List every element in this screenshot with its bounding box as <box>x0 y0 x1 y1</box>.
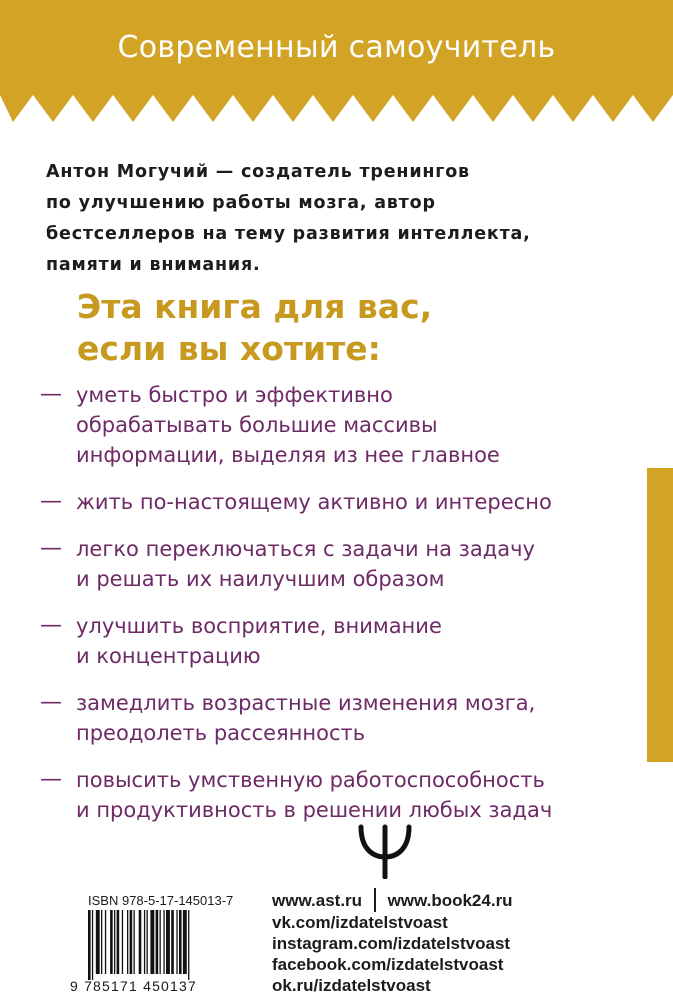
dash-bullet: — <box>40 767 62 792</box>
dash-bullet: — <box>40 536 62 561</box>
barcode-bar <box>88 910 91 980</box>
dash-bullet: — <box>40 690 62 715</box>
barcode-bar <box>163 910 164 974</box>
author-bio-line: по улучшению работы мозга, автор <box>46 193 436 213</box>
benefit-list <box>40 380 640 842</box>
link-divider <box>374 888 376 912</box>
benefit-item <box>40 380 640 470</box>
dash-bullet: — <box>40 382 62 407</box>
benefit-line: повысить умственную работоспособность <box>76 768 545 792</box>
series-banner <box>0 0 673 125</box>
author-bio-line: памяти и внимания. <box>46 255 261 275</box>
barcode-bar <box>130 910 133 974</box>
barcode-bar <box>150 910 154 974</box>
headline <box>77 286 432 370</box>
barcode-bar <box>96 910 100 974</box>
barcode-bar <box>114 910 115 974</box>
benefit-line: легко переключаться с задачи на задачу <box>76 537 535 561</box>
benefit-line: обрабатывать большие массивы <box>76 413 438 437</box>
barcode-digits: 9 785171 450137 <box>70 978 197 994</box>
dash-bullet: — <box>40 613 62 638</box>
benefit-line: уметь быстро и эффективно <box>76 383 393 407</box>
barcode-bar <box>166 910 170 974</box>
publisher-links <box>272 888 513 996</box>
barcode-bar <box>127 910 128 974</box>
benefit-item <box>40 765 640 825</box>
psi-logo-icon <box>355 823 415 883</box>
barcode-icon <box>88 910 238 980</box>
series-title: Современный самоучитель <box>117 30 556 65</box>
benefit-line: информации, выделяя из нее главное <box>76 443 500 467</box>
link-vk[interactable]: vk.com/izdatelstvoast <box>272 913 448 932</box>
link-book24[interactable]: www.book24.ru <box>387 890 513 910</box>
barcode-bar <box>176 910 177 974</box>
author-bio-line: бестселлеров на тему развития интеллекта, <box>46 224 531 244</box>
link-facebook[interactable]: facebook.com/izdatelstvoast <box>272 955 504 974</box>
barcode-bar <box>92 910 93 980</box>
author-bio-line: Антон Могучий — создатель тренингов <box>46 162 470 182</box>
link-instagram[interactable]: instagram.com/izdatelstvoast <box>272 934 511 953</box>
isbn-label: ISBN 978-5-17-145013-7 <box>88 893 234 908</box>
barcode-bar <box>117 910 120 974</box>
benefit-line: и решать их наилучшим образом <box>76 567 445 591</box>
barcode-bar <box>139 910 142 974</box>
headline-line: Эта книга для вас, <box>77 287 433 326</box>
barcode-bar <box>160 910 161 974</box>
benefit-item <box>40 611 640 671</box>
barcode-bar <box>183 910 187 974</box>
barcode-bar <box>188 910 189 980</box>
benefit-line: улучшить восприятие, внимание <box>76 614 442 638</box>
barcode-bar <box>110 910 113 974</box>
barcode-bar <box>147 910 148 974</box>
benefit-item <box>40 688 640 748</box>
primary-links-row <box>272 888 513 912</box>
side-accent-bar <box>647 468 673 762</box>
author-bio <box>46 157 626 281</box>
benefit-line: замедлить возрастные изменения мозга, <box>76 691 536 715</box>
benefit-item <box>40 487 640 517</box>
barcode-bar <box>134 910 135 974</box>
barcode-bar <box>171 910 174 974</box>
benefit-line: жить по-настоящему активно и интересно <box>76 490 552 514</box>
barcode-bar <box>156 910 159 974</box>
dash-bullet: — <box>40 489 62 514</box>
link-ok[interactable]: ok.ru/izdatelstvoast <box>272 976 431 995</box>
barcode-bar <box>105 910 106 974</box>
barcode-bar <box>101 910 102 974</box>
benefit-line: и продуктивность в решении любых задач <box>76 798 553 822</box>
benefit-item <box>40 534 640 594</box>
barcode-bar <box>144 910 145 974</box>
headline-line: если вы хотите: <box>77 329 381 368</box>
benefit-line: преодолеть рассеянность <box>76 721 366 745</box>
link-ast[interactable]: www.ast.ru <box>272 890 363 910</box>
benefit-line: и концентрацию <box>76 644 261 668</box>
barcode-bar <box>179 910 182 974</box>
barcode-bar <box>122 910 123 974</box>
